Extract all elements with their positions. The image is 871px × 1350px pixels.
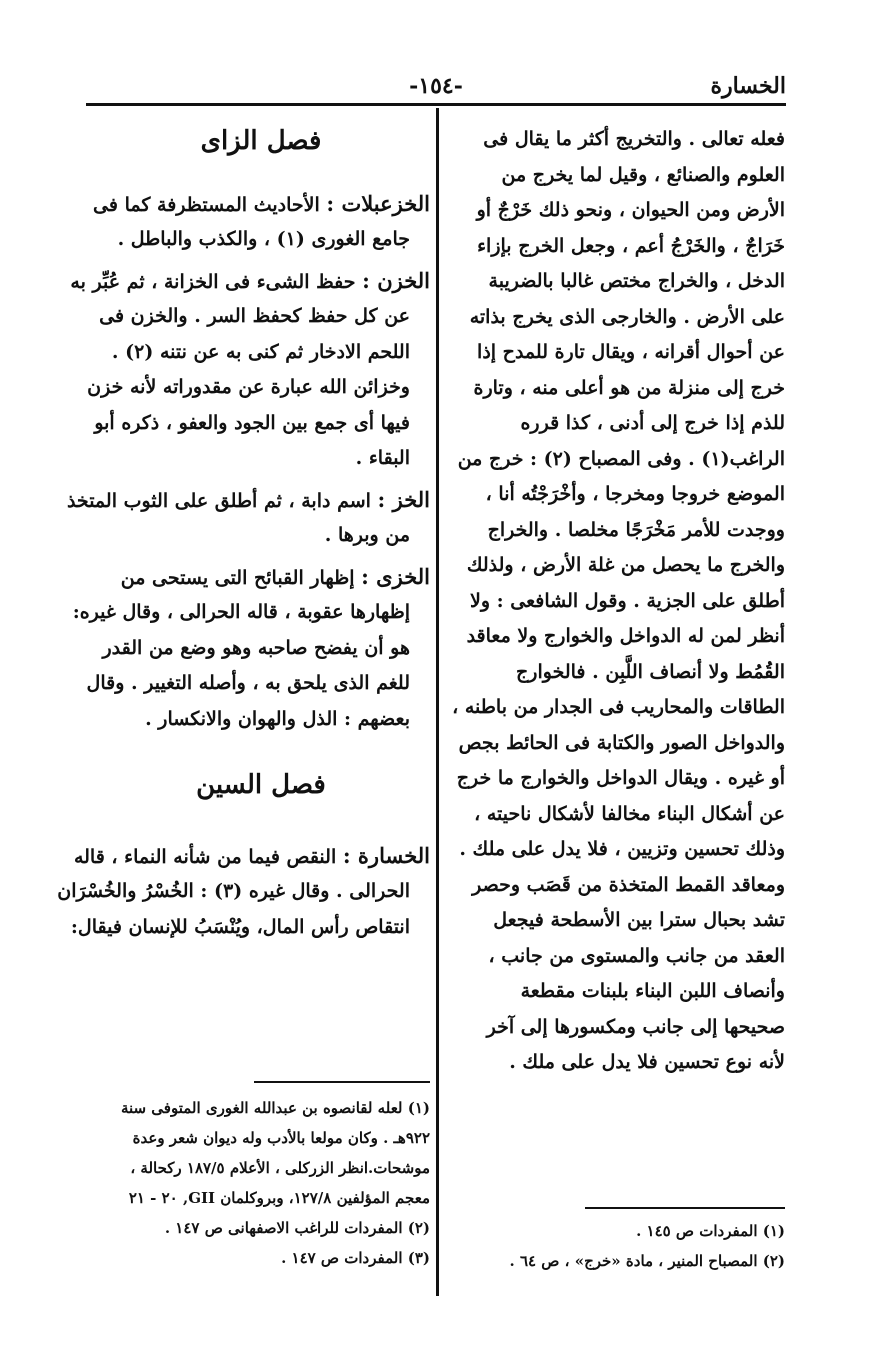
entry-continuation: بعضهم : الذل والهوان والانكسار .: [145, 707, 410, 730]
text-line: أو غيره . ويقال الدواخل والخوارج ما خرج: [456, 767, 785, 789]
entry-continuation: انتقاص رأس المال، ويُنْسَبُ للإنسان فيقال:: [70, 915, 410, 938]
footnote-rule-right: [585, 1207, 785, 1209]
footnote: (١) المفردات ص ١٤٥ .: [636, 1222, 785, 1240]
entry-text: حفظ الشىء فى الخزانة ، ثم عُبِّر به: [70, 270, 356, 293]
footnote: (٢) المصباح المنير ، مادة «خرج» ، ص ٦٤ .: [509, 1252, 785, 1270]
dictionary-entry: [70, 261, 430, 474]
entry-continuation: اللحم الادخار ثم كنى به عن نتنه (٢) .: [111, 340, 410, 363]
entry-continuation: البقاء .: [355, 447, 410, 469]
footnote: موشحات.انظر الزركلى ، الأعلام ١٨٧/٥ ركحالة ،: [130, 1159, 430, 1177]
footnote: (١) لعله لقانصوه بن عبدالله الغورى المتوفى سنة: [120, 1099, 430, 1117]
entry-continuation: فيها أى جمع بين الجود والعفو ، ذكره أبو: [94, 411, 410, 434]
text-line: ومعاقد القمط المتخذة من قَصَب وحصر: [472, 873, 785, 896]
text-line: وذلك تحسين وتزيين ، فلا يدل على ملك .: [459, 838, 785, 860]
head-word: الخسارة: [710, 73, 786, 99]
entry-term: الخز :: [377, 486, 430, 512]
entry-text: اسم دابة ، ثم أطلق على الثوب المتخذ: [66, 489, 371, 512]
entry-text: إظهار القبائح التى يستحى من: [120, 566, 355, 589]
text-line: خَرَاجٌ ، والخَرْجُ أعم ، وجعل الخرج بإزاء: [477, 234, 785, 257]
dictionary-entry: [57, 836, 430, 943]
text-line: صحيحها إلى جانب ومكسورها إلى آخر: [486, 1015, 785, 1038]
text-line: خرج إلى منزلة من هو أعلى منه ، وتارة: [473, 376, 785, 399]
entry-text: الأحاديث المستظرفة كما فى: [93, 193, 320, 216]
dictionary-entry: [72, 557, 430, 735]
text-line: لأنه نوع تحسين فلا يدل على ملك .: [509, 1051, 785, 1073]
text-line: عن أحوال أقرانه ، ويقال تارة للمدح إذا: [477, 341, 785, 363]
running-head: [86, 73, 786, 106]
footnote: ٩٢٢هـ . وكان مولعا بالأدب وله ديوان شعر وعدة: [132, 1129, 430, 1147]
entries-zay: [66, 184, 430, 735]
entry-first-line: [92, 557, 430, 593]
text-line: الأرض ومن الحيوان ، ونحو ذلك خَرْجٌ أو: [476, 199, 785, 221]
footnotes-right: [455, 1216, 785, 1276]
footnote: معجم المؤلفين ١٢٧/٨، وبروكلمان GII, ٢٠ - ٢١: [128, 1189, 430, 1207]
section-heading-sin: فصل السين: [196, 770, 326, 800]
entry-term: الخسارة :: [342, 842, 430, 868]
dictionary-entry: [66, 480, 430, 551]
text-line: للذم إذا خرج إلى أدنى ، كذا قرره: [520, 412, 785, 434]
text-line: والدواخل الصور والكتابة فى الحائط بجص: [458, 731, 785, 754]
text-line: على الأرض . والخارجى الذى يخرج بذاته: [469, 305, 785, 328]
text-line: الراغب(١) . وفى المصباح (٢) : خرج من: [457, 447, 785, 470]
entry-continuation: وخزائن الله عبارة عن مقدوراته لأنه خزن: [87, 376, 410, 398]
entry-continuation: عن كل حفظ كحفظ السر . والخزن فى: [99, 305, 410, 327]
entry-continuation: من وبرها .: [324, 524, 410, 546]
entry-term: الخزى :: [361, 563, 430, 589]
footnote: (٣) المفردات ص ١٤٧ .: [281, 1249, 430, 1267]
left-column: [57, 120, 430, 948]
footnote: (٢) المفردات للراغب الاصفهانى ص ١٤٧ .: [164, 1219, 430, 1237]
entries-sin: [57, 836, 430, 943]
entry-text: النقص فيما من شأنه النماء ، قاله: [73, 845, 337, 868]
entry-term: الخزعبلات :: [326, 190, 430, 216]
text-line: فعله تعالى . والتخريج أكثر ما يقال فى: [483, 128, 785, 150]
text-line: ووجدت للأمر مَخْرَجًا مخلصا . والخراج: [487, 518, 785, 541]
text-line: الموضع خروجا ومخرجا ، وأخْرَجْتُه أنا ،: [485, 483, 785, 505]
text-line: أنظر لمن له الدواخل والخوارج ولا معاقد: [466, 625, 785, 647]
entry-continuation: هو أن يفضح صاحبه وهو وضع من القدر: [102, 636, 410, 659]
text-line: أطلق على الجزية . وقول الشافعى : ولا: [469, 589, 785, 612]
entry-continuation: الحرالى . وقال غيره (٣) : الخُسْرُ والخُسْرَان: [57, 880, 410, 902]
entry-first-line: [70, 261, 430, 297]
entry-continuation: إظهارها عقوبة ، قاله الحرالى ، وقال غيره:: [72, 601, 410, 623]
column-divider: [436, 108, 439, 1296]
footnotes-left: [92, 1093, 430, 1273]
text-line: العقد من جانب والمستوى من جانب ،: [488, 944, 785, 967]
text-line: عن أشكال البناء مخالفا لأشكال ناحيته ،: [474, 802, 785, 825]
entry-continuation: للغم الذى يلحق به ، وأصله التغيير . وقال: [86, 672, 410, 694]
page-number: -١٥٤-: [409, 73, 463, 99]
text-line: العلوم والصنائع ، وقيل لما يخرج من: [501, 163, 785, 186]
entry-first-line: [66, 480, 430, 516]
text-line: والخرج ما يحصل من غلة الأرض ، ولذلك: [466, 554, 785, 576]
text-line: الدخل ، والخراج مختص غالبا بالضريبة: [488, 270, 785, 292]
text-line: الطاقات والمحاريب فى الجدار من باطنه ،: [452, 696, 785, 718]
right-column: [452, 122, 785, 1081]
entry-continuation: جامع الغورى (١) ، والكذب والباطل .: [117, 228, 410, 250]
entry-first-line: [73, 836, 430, 872]
text-line: وأنصاف اللبن البناء بلبنات مقطعة: [520, 980, 785, 1002]
footnote-rule-left: [254, 1081, 430, 1083]
text-line: تشد بحبال سترا بين الأسطحة فيجعل: [493, 909, 785, 931]
dictionary-entry: [92, 184, 430, 255]
section-heading-zay: فصل الزاى: [200, 126, 322, 156]
entry-term: الخزن :: [362, 267, 430, 293]
text-line: القُمُط ولا أنصاف اللَّبِن . فالخوارج: [516, 660, 785, 683]
entry-first-line: [92, 184, 430, 220]
